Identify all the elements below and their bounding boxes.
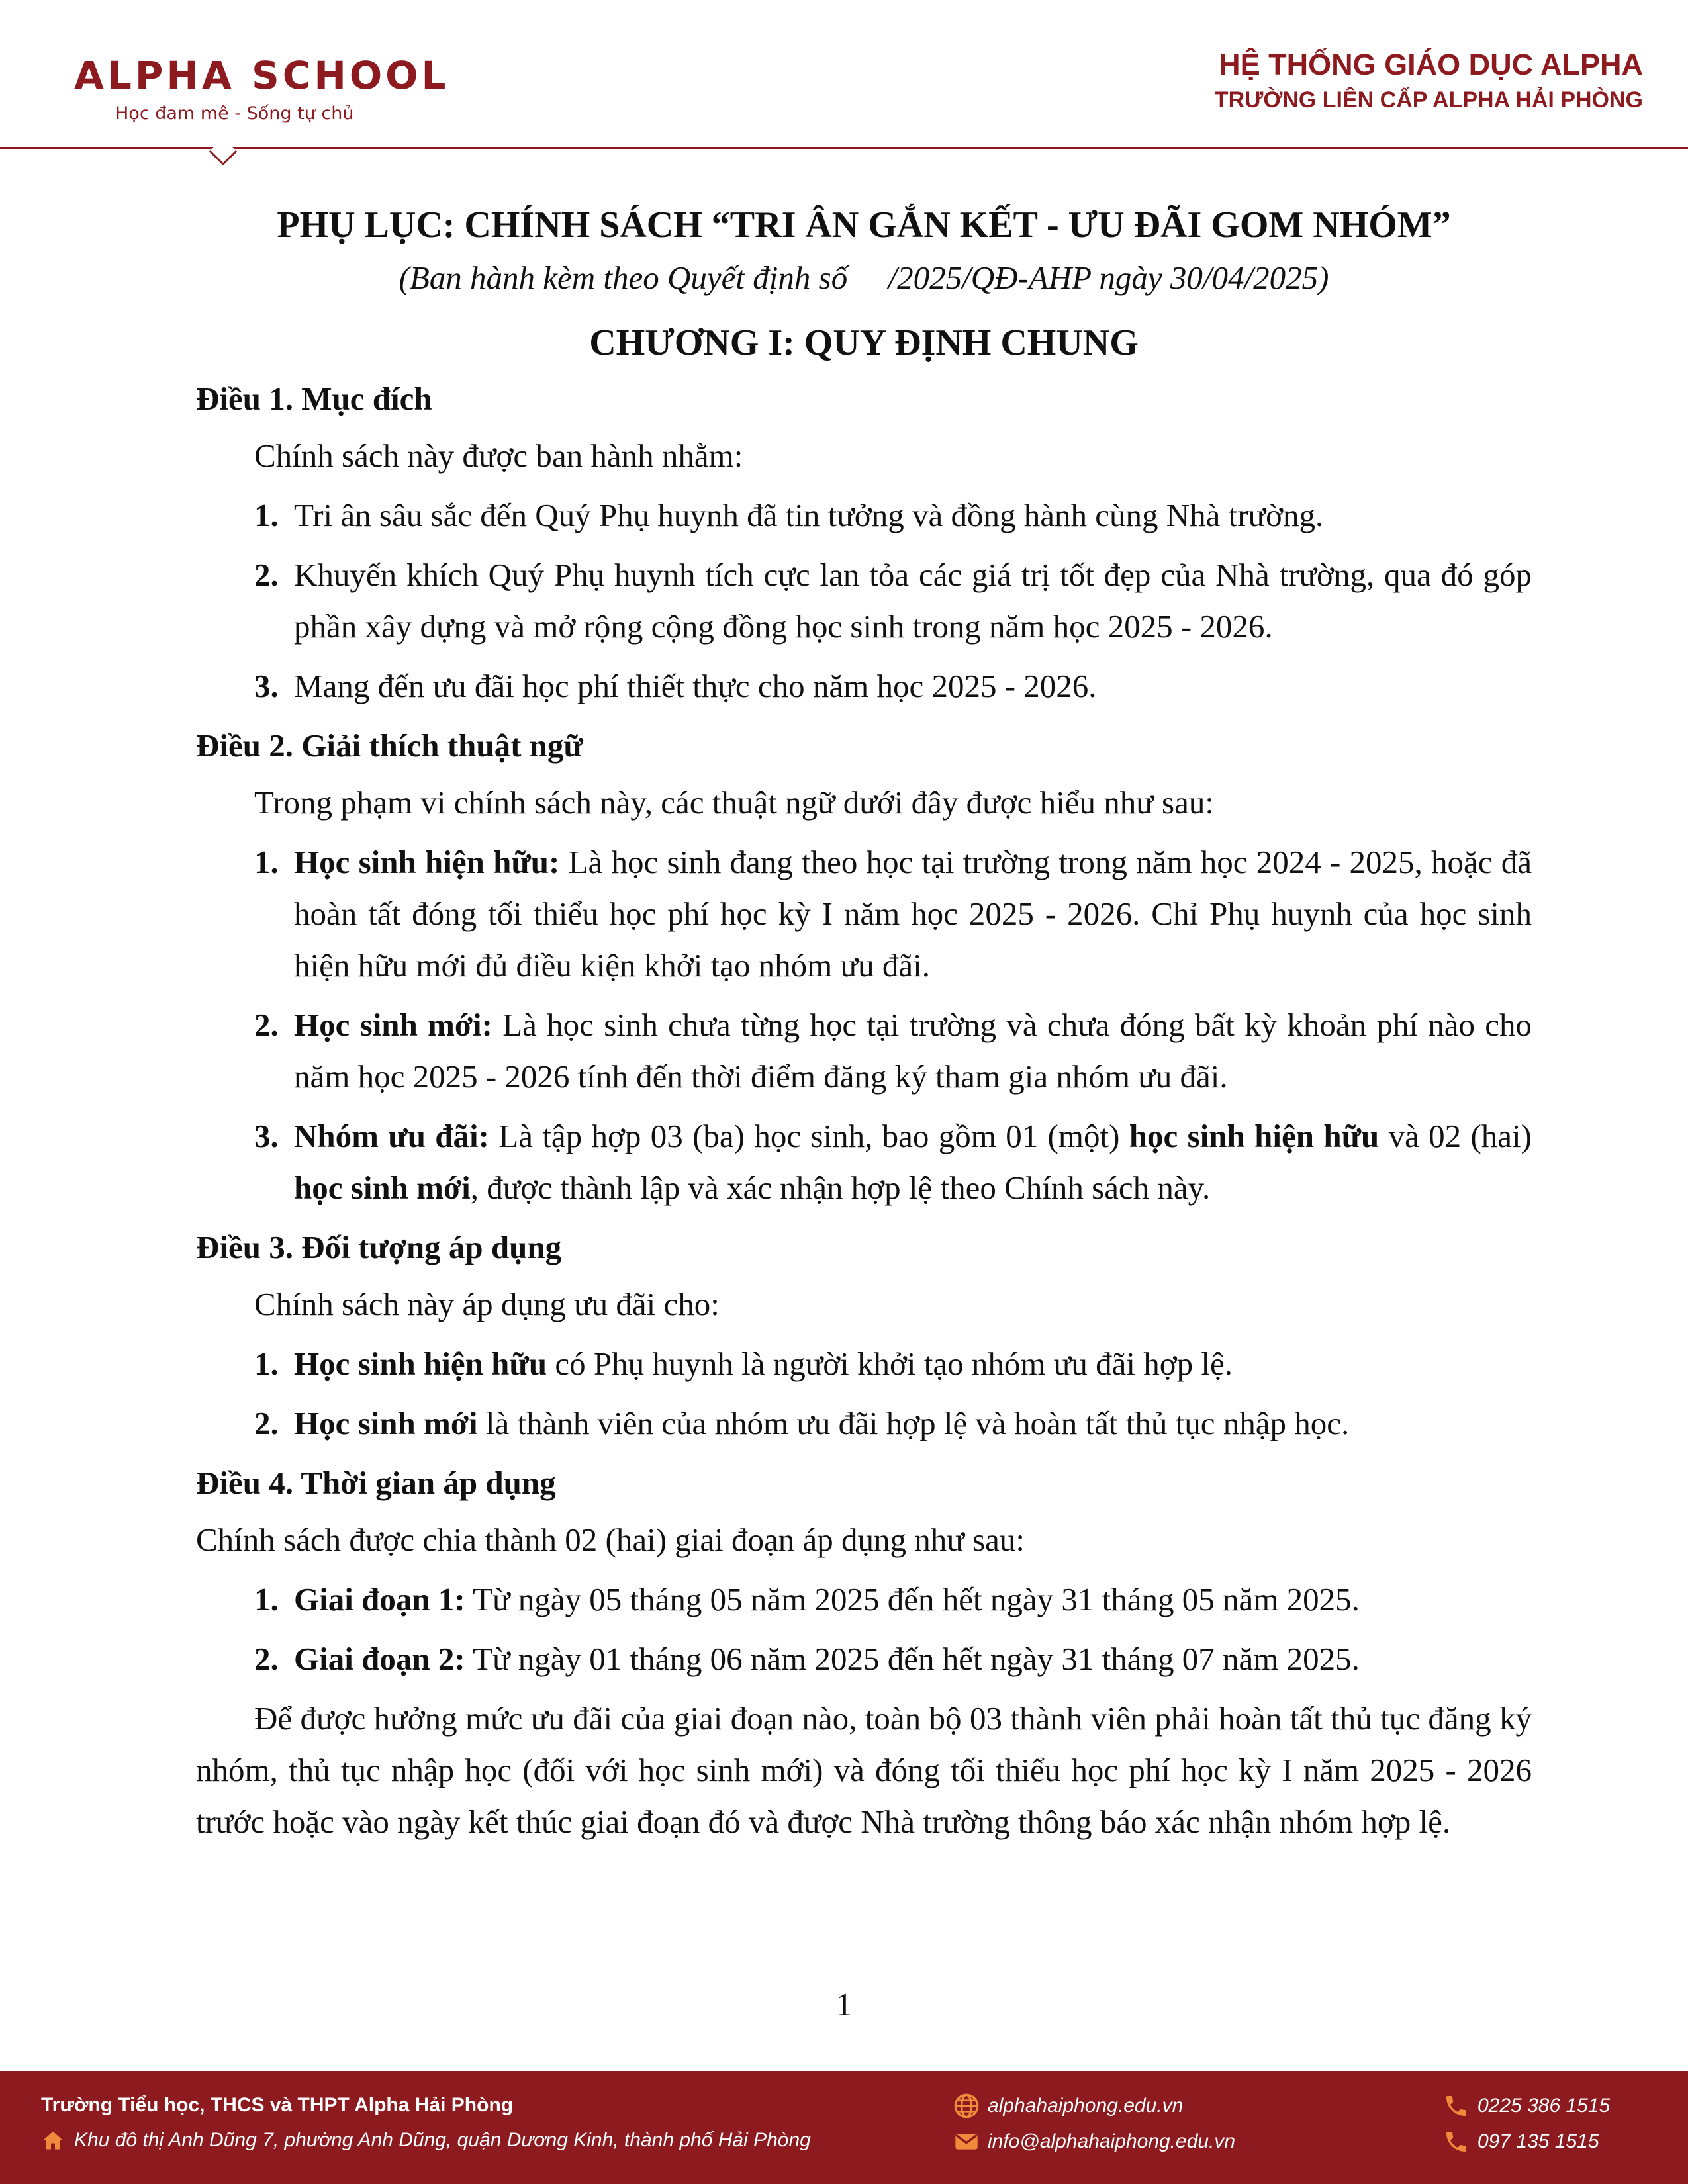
logo-slogan: Học đam mê - Sống tự chủ [115,103,354,124]
footer-website-text: alphahaiphong.edu.vn [988,2095,1184,2116]
header-divider [0,147,1688,149]
phase-label: Giai đoạn 1: [294,1581,465,1617]
term-label: Học sinh hiện hữu [294,1345,547,1382]
phone-icon [1443,2128,1470,2155]
item-text: là thành viên của nhóm ưu đãi hợp lệ và hoàn tất thủ tục nhập học. [477,1405,1350,1441]
article-2-heading: Điều 2. Giải thích thuật ngữ [196,727,583,764]
term-definition: Là học sinh đang theo học tại trường trong năm học 2024 - 2025, hoặc đã hoàn tất đóng tối thiểu học phí học kỳ I năm học 2025 - 2026. Chỉ Phụ huynh của học sinh hiện hữu mới đủ điều kiện khởi tạo nhóm ưu đãi. [294,844,1532,983]
article-1-heading: Điều 1. Mục đích [196,381,432,417]
footer-email[interactable] [953,2128,1235,2155]
footer-website[interactable] [953,2093,1183,2119]
footer-address-text: Khu đô thị Anh Dũng 7, phường Anh Dũng, quận Dương Kinh, thành phố Hải Phòng [74,2129,811,2151]
article-2-intro: Trong phạm vi chính sách này, các thuật ngữ dưới đây được hiểu như sau: [254,784,1214,821]
term-label: Học sinh mới [294,1405,478,1441]
organization-name: HỆ THỐNG GIÁO DỤC ALPHA [1219,48,1643,81]
phase-dates: Từ ngày 01 tháng 06 năm 2025 đến hết ngày 31 tháng 07 năm 2025. [465,1641,1360,1677]
document-title: PHỤ LỤC: CHÍNH SÁCH “TRI ÂN GẮN KẾT - ƯU ĐÃI GOM NHÓM” [277,205,1451,246]
item-text: có Phụ huynh là người khởi tạo nhóm ưu đãi hợp lệ. [547,1345,1233,1382]
term-definition: , được thành lập và xác nhận hợp lệ theo Chính sách này. [470,1169,1211,1206]
list-item [196,1338,1532,1390]
page-number: 1 [835,1986,853,2023]
term-label: Nhóm ưu đãi: [294,1118,489,1154]
item-number: 2. [254,557,279,593]
phase-label: Giai đoạn 2: [294,1641,465,1677]
term-label: Học sinh hiện hữu: [294,844,560,880]
home-icon [41,2128,65,2152]
list-item [196,1633,1532,1685]
list-item [196,490,1532,541]
item-number: 3. [254,668,279,704]
item-number: 3. [254,1118,279,1154]
term-definition: và 02 (hai) [1379,1118,1532,1154]
item-text: Tri ân sâu sắc đến Quý Phụ huynh đã tin tưởng và đồng hành cùng Nhà trường. [294,497,1324,533]
organization-block [1215,48,1643,113]
page-header [0,0,1688,159]
article-4-heading: Điều 4. Thời gian áp dụng [196,1465,556,1501]
item-number: 2. [254,1405,279,1441]
phase-dates: Từ ngày 05 tháng 05 năm 2025 đến hết ngày 31 tháng 05 năm 2025. [465,1581,1360,1617]
list-item [196,999,1532,1103]
article-1-intro: Chính sách này được ban hành nhằm: [254,437,743,474]
item-text: Khuyến khích Quý Phụ huynh tích cực lan tỏa các giá trị tốt đẹp của Nhà trường, qua đó góp phần xây dựng và mở rộng cộng đồng học sinh trong năm học 2025 - 2026. [294,557,1532,645]
article-4-intro: Chính sách được chia thành 02 (hai) giai đoạn áp dụng như sau: [196,1522,1025,1558]
item-text: Mang đến ưu đãi học phí thiết thực cho năm học 2025 - 2026. [294,668,1097,704]
document-subtitle: (Ban hành kèm theo Quyết định số /2025/QĐ-AHP ngày 30/04/2025) [399,259,1329,296]
page-footer [0,2071,1688,2184]
list-item [196,837,1532,991]
item-number: 2. [254,1641,279,1677]
item-number: 2. [254,1007,279,1043]
article-3-list [196,1338,1532,1449]
school-logo [74,53,449,124]
item-number: 1. [254,1345,279,1382]
term-label: Học sinh mới: [294,1007,492,1043]
article-2-list [196,837,1532,1214]
article-3-heading: Điều 3. Đối tượng áp dụng [196,1229,562,1265]
phone-icon [1443,2093,1470,2119]
footer-phone-2[interactable] [1443,2128,1599,2155]
footer-phone-2-text: 097 135 1515 [1477,2130,1599,2152]
globe-icon [953,2093,980,2119]
footer-phone-1[interactable] [1443,2093,1610,2119]
article-4-list [196,1574,1532,1685]
mail-icon [953,2128,980,2155]
term-definition: Là học sinh chưa từng học tại trường và chưa đóng bất kỳ khoản phí nào cho năm học 2025 - 2026 tính đến thời điểm đăng ký tham gia nhóm ưu đãi. [294,1007,1532,1095]
footer-email-text: info@alphahaiphong.edu.vn [988,2130,1236,2152]
footer-phone-1-text: 0225 386 1515 [1477,2095,1611,2116]
footer-school-name: Trường Tiểu học, THCS và THPT Alpha Hải Phòng [41,2094,514,2116]
article-1-list [196,490,1532,712]
chapter-heading: CHƯƠNG I: QUY ĐỊNH CHUNG [589,322,1139,363]
article-3-intro: Chính sách này áp dụng ưu đãi cho: [254,1286,720,1322]
document-body [196,199,1532,1848]
footer-address [41,2128,811,2152]
list-item [196,660,1532,712]
list-item [196,1398,1532,1449]
item-number: 1. [254,1581,279,1617]
term-definition: Là tập hợp 03 (ba) học sinh, bao gồm 01 (một) [489,1118,1129,1154]
article-4-closing: Để được hưởng mức ưu đãi của giai đoạn nào, toàn bộ 03 thành viên phải hoàn tất thủ tục đăng ký nhóm, thủ tục nhập học (đối với học sinh mới) và đóng tối thiểu học phí học kỳ I năm 2025 - 2026 trước hoặc vào ngày kết thúc giai đoạn đó và được Nhà trường thông báo xác nhận nhóm hợp lệ. [196,1700,1532,1840]
list-item [196,549,1532,653]
school-name: TRƯỜNG LIÊN CẤP ALPHA HẢI PHÒNG [1214,87,1643,113]
header-divider-notch [209,138,237,165]
logo-name: ALPHA SCHOOL [74,53,449,98]
emphasis-text: học sinh mới [294,1169,471,1206]
item-number: 1. [254,497,279,533]
emphasis-text: học sinh hiện hữu [1129,1118,1380,1154]
list-item [196,1574,1532,1625]
item-number: 1. [254,844,279,880]
list-item [196,1111,1532,1214]
